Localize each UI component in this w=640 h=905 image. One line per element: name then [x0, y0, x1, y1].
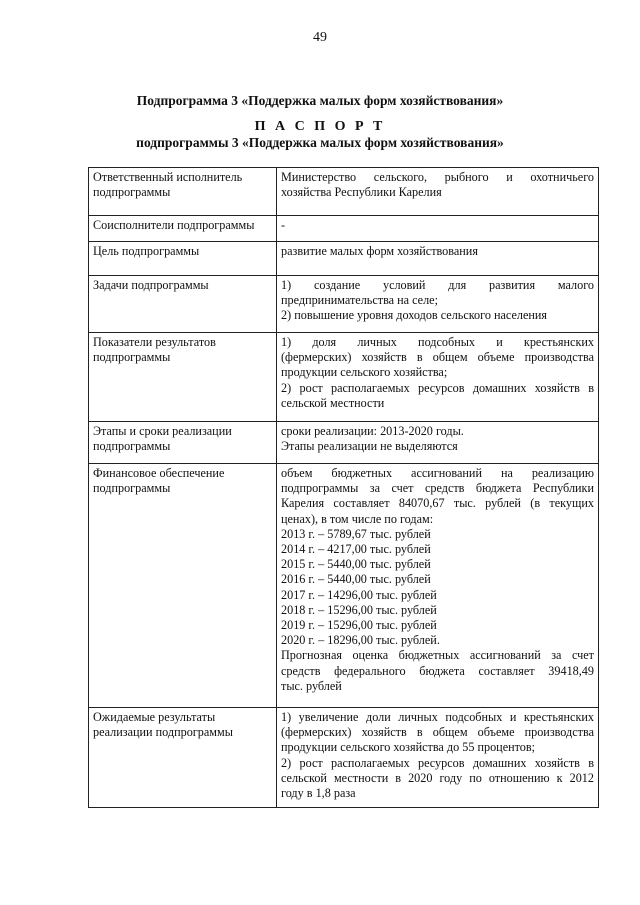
passport-row	[89, 464, 599, 708]
passport-table	[88, 167, 599, 808]
passport-value-line: 2) рост располагаемых ресурсов домашних хозяйств в	[281, 380, 594, 395]
passport-value-line: (фермерских) хозяйств в общем объеме производства	[281, 725, 594, 740]
passport-value-line: 2013 г. – 5789,67 тыс. рублей	[281, 526, 431, 541]
passport-row-value	[277, 168, 599, 216]
passport-value-line: 1) увеличение доли личных подсобных и крестьянских	[281, 710, 594, 724]
passport-value-line: хозяйства Республики Карелия	[281, 185, 442, 200]
passport-value-line: сроки реализации: 2013-2020 годы.	[281, 424, 464, 438]
passport-row-value	[277, 216, 599, 242]
passport-row-label: Финансовое обеспечение подпрограммы	[89, 464, 277, 708]
passport-value-line: -	[281, 218, 286, 232]
passport-row-value	[277, 708, 599, 808]
passport-value-line: 2017 г. – 14296,00 тыс. рублей	[281, 587, 437, 602]
passport-value-line: продукции сельского хозяйства до 55 процентов;	[281, 740, 536, 755]
passport-row	[89, 422, 599, 464]
passport-row-label: Цель подпрограммы	[89, 242, 277, 276]
passport-row-label: Показатели результатов подпрограммы	[89, 333, 277, 422]
passport-row-label: Ответственный исполнитель подпрограммы	[89, 168, 277, 216]
passport-row-label: Ожидаемые результаты реализации подпрограммы	[89, 708, 277, 808]
passport-value-line: Этапы реализации не выделяются	[281, 439, 458, 454]
passport-value-line: средств федерального бюджета составляет 39418,49	[281, 663, 594, 678]
passport-value-line: 2020 г. – 18296,00 тыс. рублей.	[281, 633, 440, 648]
passport-row-label: Задачи подпрограммы	[89, 276, 277, 333]
passport-value-line: ценах), в том числе по годам:	[281, 511, 434, 526]
passport-row-value	[277, 464, 599, 708]
passport-value-line: Карелия составляет 84070,67 тыс. рублей (в текущих	[281, 496, 594, 511]
passport-value-line: 2) повышение уровня доходов сельского населения	[281, 308, 548, 323]
passport-value-line: продукции сельского хозяйства;	[281, 365, 448, 380]
passport-value-line: 1) создание условий для развития малого	[281, 278, 594, 292]
passport-subtitle: подпрограммы 3 «Поддержка малых форм хозяйствования»	[136, 135, 504, 150]
passport-value-line: 2018 г. – 15296,00 тыс. рублей	[281, 602, 437, 617]
passport-value-line: Прогнозная оценка бюджетных ассигнований за счет	[281, 648, 594, 663]
passport-value-line: 2015 г. – 5440,00 тыс. рублей	[281, 557, 431, 572]
passport-row	[89, 276, 599, 333]
passport-value-line: развитие малых форм хозяйствования	[281, 244, 478, 258]
passport-value-line: 2) рост располагаемых ресурсов домашних хозяйств в	[281, 755, 594, 770]
passport-value-line: сельской местности в 2020 году по отношению к 2012	[281, 770, 594, 785]
passport-value-line: тыс. рублей	[281, 678, 342, 693]
page-number: 49	[313, 30, 327, 45]
passport-value-line: предпринимательства на селе;	[281, 293, 438, 308]
passport-value-line: объем бюджетных ассигнований на реализацию	[281, 466, 594, 480]
passport-row-label: Этапы и сроки реализации подпрограммы	[89, 422, 277, 464]
passport-row-value	[277, 333, 599, 422]
passport-row	[89, 168, 599, 216]
passport-row	[89, 216, 599, 242]
passport-value-line: 2014 г. – 4217,00 тыс. рублей	[281, 542, 431, 557]
passport-value-line: году в 1,8 раза	[281, 786, 356, 801]
passport-value-line: подпрограммы за счет средств бюджета Республики	[281, 481, 594, 496]
passport-row-label: Соисполнители подпрограммы	[89, 216, 277, 242]
passport-table-body	[89, 168, 599, 808]
passport-row	[89, 242, 599, 276]
passport-value-line: 2019 г. – 15296,00 тыс. рублей	[281, 618, 437, 633]
passport-title: П А С П О Р Т	[254, 119, 386, 134]
subprogram-heading: Подпрограмма 3 «Поддержка малых форм хозяйствования»	[136, 93, 504, 108]
passport-row	[89, 333, 599, 422]
passport-value-line: Министерство сельского, рыбного и охотничьего	[281, 170, 594, 184]
passport-row-value	[277, 422, 599, 464]
passport-value-line: (фермерских) хозяйств в общем объеме производства	[281, 350, 594, 365]
passport-value-line: сельской местности	[281, 395, 385, 410]
passport-row-value	[277, 242, 599, 276]
passport-row	[89, 708, 599, 808]
passport-value-line: 1) доля личных подсобных и крестьянских	[281, 335, 594, 349]
passport-value-line: 2016 г. – 5440,00 тыс. рублей	[281, 572, 431, 587]
passport-row-value	[277, 276, 599, 333]
